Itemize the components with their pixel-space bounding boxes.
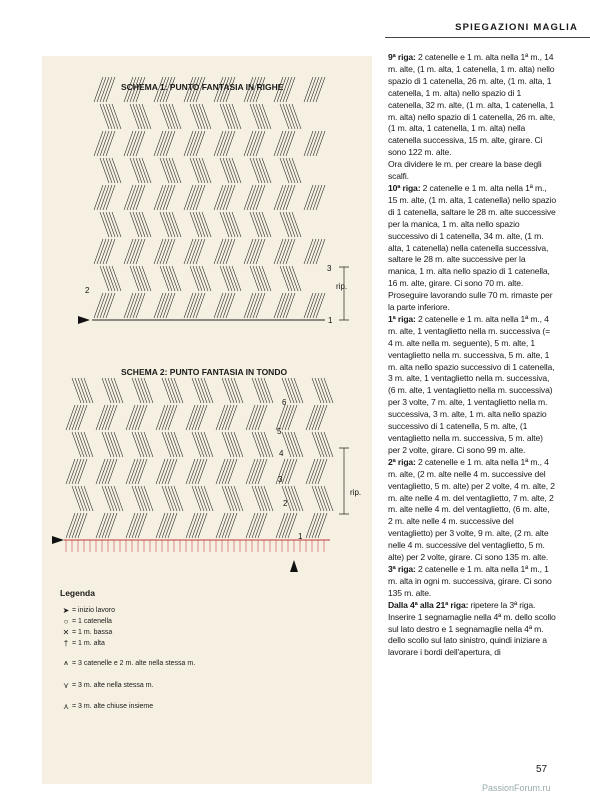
instruction-paragraph: Ora dividere le m. per creare la base degli scalfi. [388, 159, 542, 182]
section-header: SPIEGAZIONI MAGLIA [455, 22, 578, 33]
instruction-paragraph: 9ª riga: 2 catenelle e 1 m. alta nella 1ª m., 14 m. alte, (1 m. alta, 1 catenella, 1 m. alta) nello spazio di 1 catenella, 26 m. alte, (1 m. alta, 1 catenella, 1 m. alta) nello spazio di 1 catenella, 32 m. alte, (1 m. alta, 1 catenella, 1 m. alta) nello spazio di 1 catenella, 26 m. alte, (1 m. alta, 1 catenella, 1 m. alta) nella catenella successiva, 15 m. alte, girare. Ci sono 122 m. alte. [388, 52, 556, 158]
instruction-paragraph: Proseguire lavorando sulle 70 m. rimaste per la parte inferiore. [388, 290, 553, 313]
instruction-paragraph: 2ª riga: 2 catenelle e 1 m. alta nella 1ª m., 4 m. alte, (2 m. alte nelle 4 m. successive del ventaglietto, 5 m. alte) per 2 volte, 4 m. alte, 2 m. alte nelle 4 m. del ventaglietto, 7 m. alte, 2 m. alte nelle 4 m. del ventaglietto, (6 m. alte, 2 m. alte nelle 4 m. successive del ventaglietto) per 3 volte, 9 m. alte, (2 m. alte nelle 4 m. successive del ventaglietto, 5 m. alte) per 2 volte, girare. Ci sono 135 m. alte. [388, 456, 555, 563]
instructions-column [388, 52, 556, 659]
legend-item-double-crochet: † = 1 m. alta [60, 639, 105, 648]
schema1-row-label-3: 3 [327, 264, 332, 273]
schema1-diagram [78, 77, 349, 324]
legend-title: Legenda [60, 588, 95, 598]
three-dc-closed-together-icon: ⋏ [63, 702, 69, 711]
legend-item-three-dc-closed: ⋏ = 3 m. alte chiuse insieme [60, 702, 153, 711]
legend-item-start: ➤ = inizio lavoro [60, 606, 115, 615]
schema1-row-label-1: 1 [328, 316, 333, 325]
watermark: PassionForum.ru [482, 783, 551, 793]
schema1-start-arrow-icon [78, 316, 90, 324]
legend-item-single-crochet: ✕ = 1 m. bassa [60, 628, 112, 637]
schema2-row-label-2: 2 [283, 499, 288, 508]
chain-icon: ○ [63, 617, 69, 626]
schema2-repeat-label: rip. [350, 488, 362, 497]
instruction-paragraph: 1ª riga: 2 catenelle e 1 m. alta nella 1ª m., 4 m. alte, 1 ventaglietto nella m. successiva (= 4 m. alte nella m. seguente), 5 m. alte, 1 ventaglietto nella m. successiva, 5 m. alte, 1 m. alta nello spazio successivo di 1 catenella, 3 m. alte, 1 ventaglietto nella m. successiva, (6 m. alte, 1 ventaglietto nella m. successiva) per 3 volte, 7 m. alte, 1 ventaglietto nella m. successiva, 3 m. alte, 1 m. alta nello spazio successivo di 1 catenella, 5 m. alte, (1 ventaglietto nella m. successiva, 5 m. alte) per 2 volte, girare. Ci sono 99 m. alte. [388, 313, 555, 455]
legend-item-chain-dc: ⩚ = 3 catenelle e 2 m. alte nella stessa m. [60, 658, 195, 668]
instruction-paragraph: 10ª riga: 2 catenelle e 1 m. alta nella 1ª m., 15 m. alte, (1 m. alta, 1 catenella) nello spazio di 1 catenella, saltare le 28 m. alte successive per la manica, 1 m. alta nello spazio successivo di 1 catenella, 34 m. alte, (1 m. alta, 1 catenella) nella catenella successiva, saltare le 28 m. alte successive per la manica, 1 m. alta nello spazio di 1 catenella, 16 m. alte, girare. Ci sono 70 m. alte. [388, 182, 556, 289]
schema1-title: SCHEMA 1: PUNTO FANTASIA IN RIGHE [121, 82, 284, 92]
schema2-start-arrow-up-icon [290, 560, 298, 572]
three-dc-same-stitch-icon: ⋎ [63, 681, 69, 690]
legend-item-chain: ○ = 1 catenella [60, 617, 112, 626]
schema2-diagram [52, 378, 349, 572]
single-crochet-icon: ✕ [62, 628, 70, 637]
instruction-paragraph: Dalla 4ª alla 21ª riga: ripetere la 3ª riga. Inserire 1 segnamaglie nella 4ª m. dello scollo sul lato destro e 1 segnamaglie nella 4ª m. dello scollo sul lato sinistro, quindi iniziare a lavorare i bordi dell'apertura, di [388, 599, 556, 658]
instruction-paragraph: 3ª riga: 2 catenelle e 1 m. alta nella 1ª m., 1 m. alta in ogni m. successiva, girare. Ci sono 135 m. alte. [388, 563, 552, 598]
schema2-start-arrow-icon [52, 536, 64, 544]
schema1-repeat-label: rip. [336, 282, 348, 291]
schema2-title: SCHEMA 2: PUNTO FANTASIA IN TONDO [121, 367, 288, 377]
page-number: 57 [536, 764, 548, 775]
schema2-row-label-3: 3 [278, 475, 283, 484]
schema2-row-label-5: 5 [277, 427, 282, 436]
schema1-row-label-2: 2 [85, 286, 90, 295]
schema2-row-label-1: 1 [298, 532, 303, 541]
schema2-row-label-6: 6 [282, 398, 287, 407]
schema2-row-label-4: 4 [279, 449, 284, 458]
start-arrow-icon: ➤ [62, 606, 70, 615]
double-crochet-icon: † [63, 639, 69, 648]
legend-item-three-dc: ⋎ = 3 m. alte nella stessa m. [60, 681, 154, 690]
three-chain-two-dc-icon: ⩚ [63, 658, 69, 667]
